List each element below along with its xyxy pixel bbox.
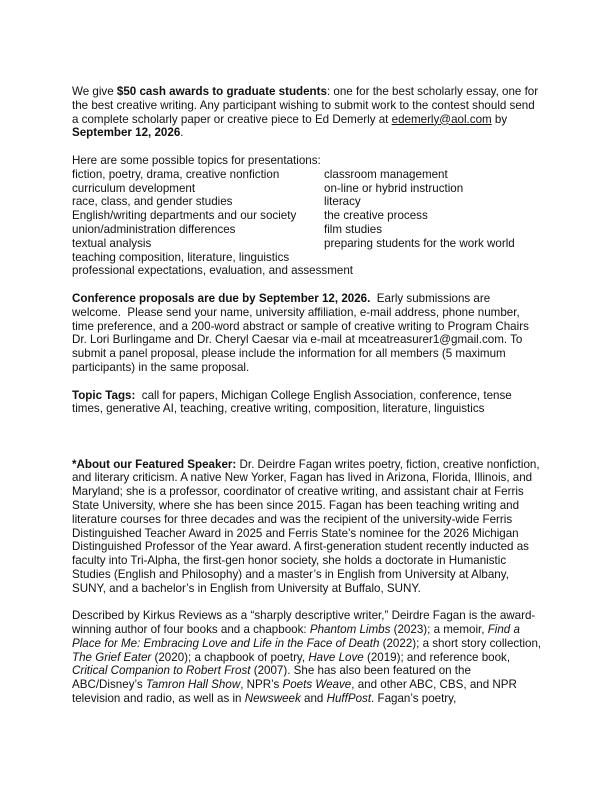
topic-item: classroom management [324, 167, 448, 181]
topics-intro: Here are some possible topics for presentations: [72, 153, 321, 167]
bio-text: (2023); a memoir, [390, 623, 488, 637]
topic-item: fiction, poetry, drama, creative nonfiction [72, 167, 280, 181]
proposals-text: Early submissions are welcome. Please send your name, university affiliation, e-mail address, phone number, time preference, and a 200-word abstract or sample of creative writing to Program Chairs Dr. Lori Burlingame and Dr. Cheryl Caesar via e-mail at mceatreasurer1@gmail.com. To submit a panel proposal, please include the information for all members (5 maximum participants) in the same proposal. [72, 291, 533, 374]
topic-item: film studies [324, 222, 382, 236]
bio-text: (2020); a chapbook of poetry, [151, 650, 309, 664]
awards-paragraph [72, 85, 542, 140]
bio-text: Described by Kirkus Reviews as a “sharply descriptive writer,” Deirdre Fagan is the award-winning author of four books and a chapbook: [72, 609, 536, 637]
awards-deadline: September 12, 2026 [72, 126, 181, 140]
awards-end: . [180, 126, 184, 140]
awards-text: : one for the best scholarly essay, one for the best creative writing. Any participant wishing to submit work to the contest should send a complete scholarly paper or creative piece to Ed Demerly at [72, 85, 539, 126]
bio-text: (2022); a short story collection, [379, 636, 542, 650]
show-title: Poets Weave [282, 678, 352, 692]
topic-row [72, 237, 542, 251]
topic-tags-label: Topic Tags: [72, 388, 136, 402]
topic-item: textual analysis [72, 236, 152, 250]
book-title: Have Love [308, 650, 364, 664]
topic-row [72, 195, 542, 209]
proposals-paragraph [72, 292, 542, 375]
document-page [72, 85, 542, 720]
awards-text-2: by [491, 112, 508, 126]
proposals-deadline: Conference proposals are due by September 12, 2026. [72, 291, 371, 305]
topic-item: the creative process [324, 209, 428, 223]
topic-item: curriculum development [72, 181, 196, 195]
bio-paragraph [72, 609, 542, 706]
book-title: Critical Companion to Robert Frost [72, 664, 251, 678]
bio-text: (2019); and reference book, [363, 650, 511, 664]
email-link-demerly[interactable]: edemerly@aol.com [391, 112, 492, 126]
topic-item: union/administration differences [72, 222, 236, 236]
topic-item: preparing students for the work world [324, 236, 515, 250]
spacer [72, 430, 542, 458]
topic-row [72, 251, 542, 265]
speaker-text: Dr. Deirdre Fagan writes poetry, fiction, creative nonfiction, and literary criticism. A native New Yorker, Fagan has lived in Arizona, Florida, Illinois, and Maryland; she is a professor, coordinator of creative writing, and assistant chair at Ferris State University, where she has been since 2015. Fagan has been teaching writing and literature courses for three decades and was the recipient of the university-wide Ferris Distinguished Teacher Award in 2025 and Ferris State’s nominee for the 2026 Michigan Distinguished Professor of the Year award. A first-generation student recently inducted as faculty into Tri-Alpha, the first-gen honor society, she holds a doctorate in Humanistic Studies (English and Philosophy) and a master’s in English from University at Albany, SUNY, and a bachelor’s in English from University at Buffalo, SUNY. [72, 457, 540, 595]
topic-row [72, 168, 542, 182]
book-title: Find a Place for Me: Embracing Love and Life in the Face of Death [72, 623, 520, 650]
topic-item: race, class, and gender studies [72, 195, 233, 209]
publication-title: Newsweek [244, 692, 301, 706]
awards-intro: We give [72, 85, 117, 98]
bio-text: . Fagan’s poetry, [371, 692, 457, 706]
book-title: Phantom Limbs [309, 623, 391, 637]
topic-item: on-line or hybrid instruction [324, 181, 464, 195]
topic-item: English/writing departments and our society [72, 209, 297, 223]
speaker-label: *About our Featured Speaker: [72, 457, 237, 471]
bio-text: , NPR’s [240, 678, 283, 692]
show-title: Tamron Hall Show [145, 678, 241, 692]
book-title: The Grief Eater [72, 650, 152, 664]
topic-tags-text: call for papers, Michigan College English Association, conference, tense times, generative AI, teaching, creative writing, composition, literature, linguistics [72, 388, 515, 416]
topics-list [72, 168, 542, 278]
bio-text: and [300, 692, 327, 706]
bio-text: , and other ABC, CBS, and NPR television and radio, as well as in [72, 678, 517, 706]
topic-row [72, 264, 542, 278]
bio-text: (2007). She has also been featured on the ABC/Disney’s [72, 664, 471, 692]
topic-item: literacy [324, 195, 361, 209]
topic-tags-paragraph [72, 389, 542, 417]
topic-row [72, 223, 542, 237]
speaker-paragraph [72, 458, 542, 596]
topic-row [72, 209, 542, 223]
topic-item: professional expectations, evaluation, and assessment [72, 264, 353, 278]
awards-highlight: $50 cash awards to graduate students [116, 85, 327, 98]
publication-title: HuffPost [326, 692, 372, 706]
topic-row [72, 182, 542, 196]
topic-item: teaching composition, literature, linguistics [72, 250, 290, 264]
